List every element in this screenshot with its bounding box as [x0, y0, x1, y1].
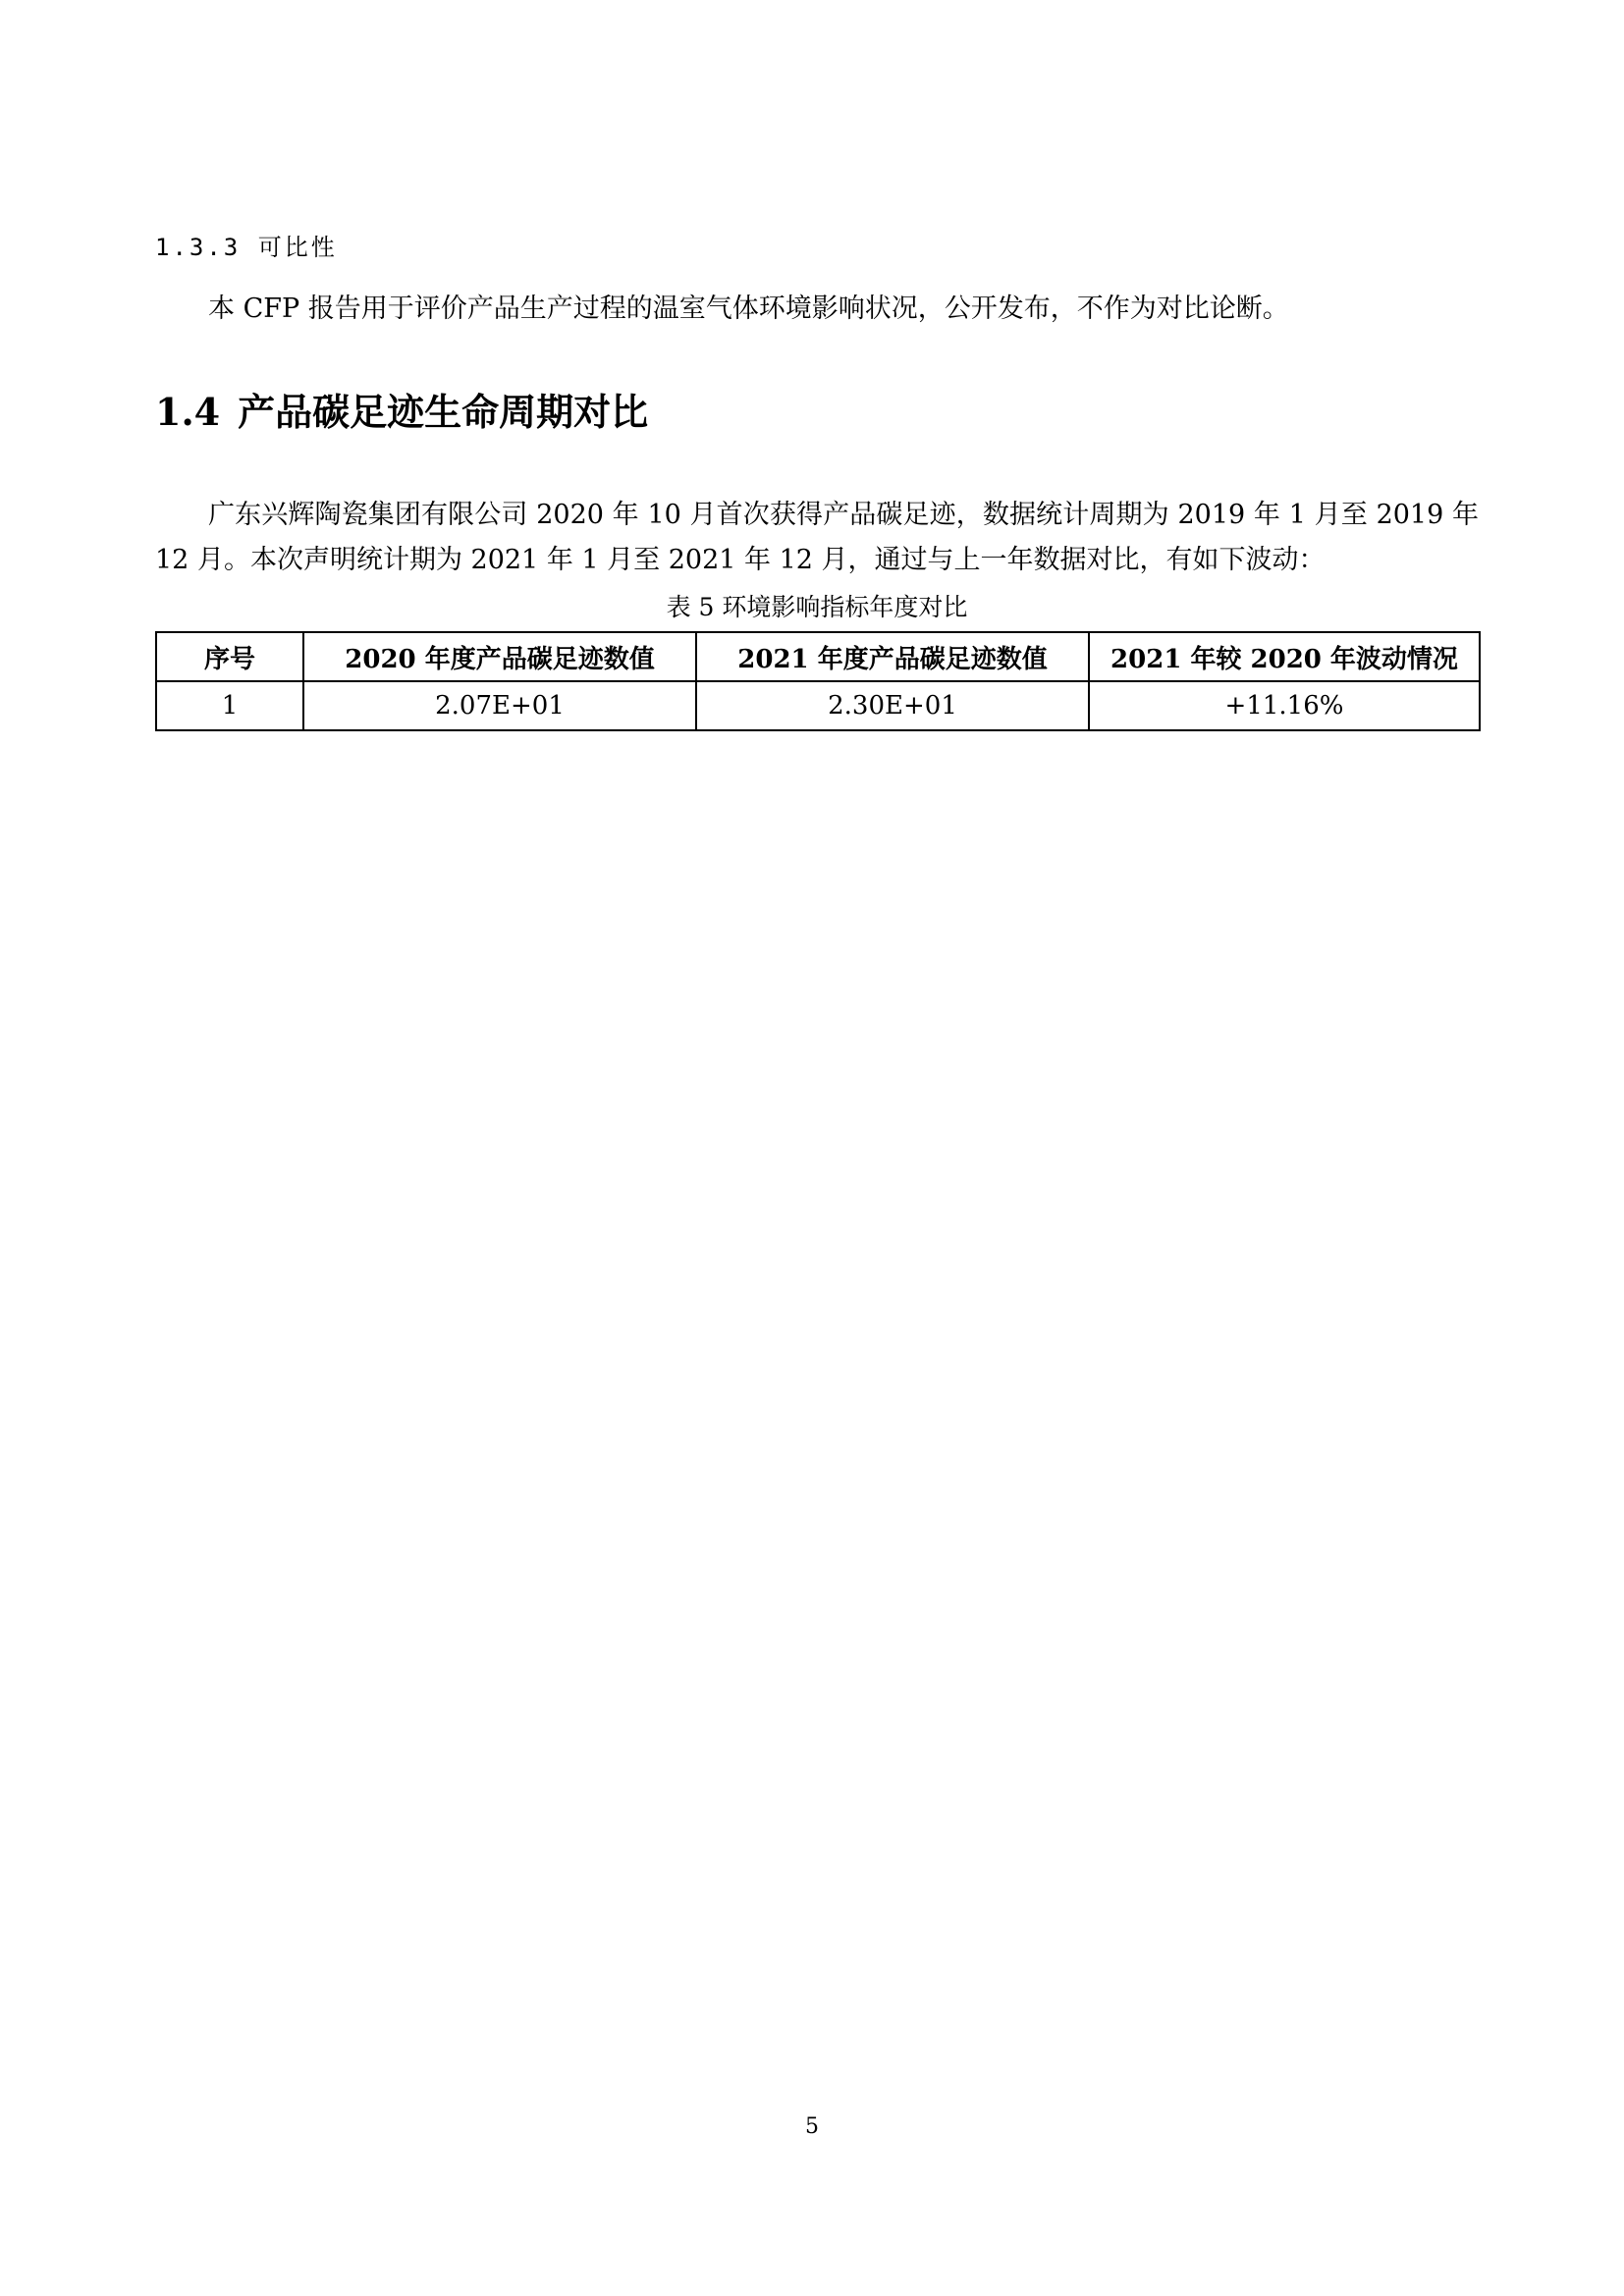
page-number: 5 — [805, 2114, 819, 2139]
section-number: 1.4 — [155, 390, 221, 434]
subsection-paragraph: 本 CFP 报告用于评价产品生产过程的温室气体环境影响状况，公开发布，不作为对比论断。 — [208, 294, 1289, 324]
table-header-row — [156, 632, 1480, 681]
table-caption: 表 5 环境影响指标年度对比 — [666, 593, 968, 621]
header-cell-index: 序号 — [156, 632, 303, 681]
table-row — [156, 681, 1480, 730]
cell-index: 1 — [156, 681, 303, 730]
cell-2020-value: 2.07E+01 — [303, 681, 696, 730]
header-cell-change: 2021 年较 2020 年波动情况 — [1089, 632, 1480, 681]
section-title: 产品碳足迹生命周期对比 — [238, 390, 649, 434]
subsection-heading: 1.3.3 可比性 — [155, 234, 338, 261]
cell-change: +11.16% — [1089, 681, 1480, 730]
section-heading — [155, 385, 648, 440]
header-cell-2020-value: 2020 年度产品碳足迹数值 — [303, 632, 696, 681]
comparison-table — [155, 631, 1481, 731]
section-paragraph: 广东兴辉陶瓷集团有限公司 2020 年 10 月首次获得产品碳足迹，数据统计周期为 2019 年 1 月至 2019 年 12 月。本次声明统计期为 2021 年 1 月至 2021 年 12 月，通过与上一年数据对比，有如下波动： — [155, 500, 1479, 575]
header-cell-2021-value: 2021 年度产品碳足迹数值 — [696, 632, 1089, 681]
cell-2021-value: 2.30E+01 — [696, 681, 1089, 730]
